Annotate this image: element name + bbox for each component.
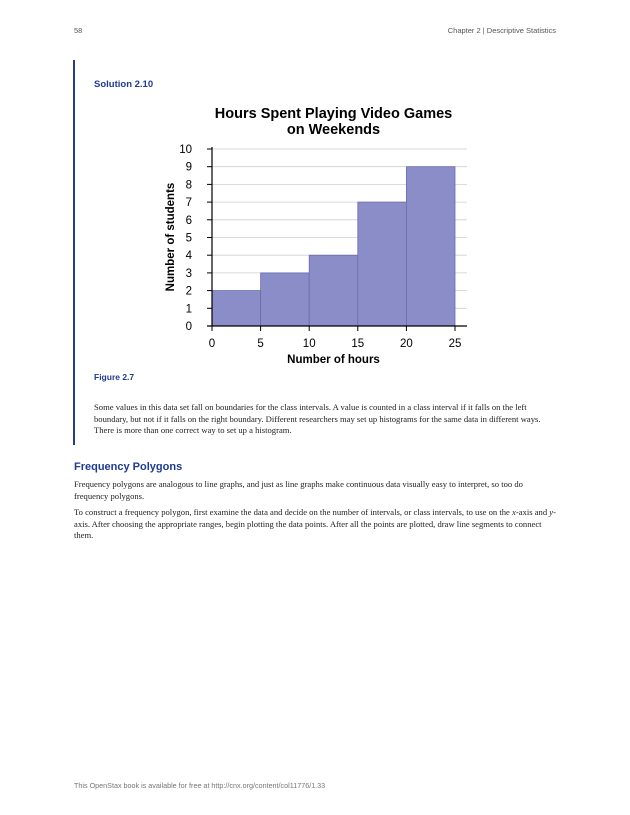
- y-axis-label: Number of students: [165, 182, 177, 292]
- x-axis-label: Number of hours: [287, 354, 380, 366]
- histogram-bar-5-10: [261, 273, 310, 326]
- y-tick-label-7: 7: [185, 197, 192, 210]
- histogram-bar-15-20: [358, 202, 407, 326]
- x-tick-label-15: 15: [351, 338, 365, 350]
- histogram-bar-0-5: [212, 291, 261, 326]
- y-axis-variable: y: [549, 507, 554, 517]
- y-tick-label-6: 6: [185, 214, 192, 227]
- y-tick-label-2: 2: [185, 285, 192, 298]
- x-tick-label-5: 5: [257, 338, 264, 350]
- paragraph-text-a: To construct a frequency polygon, first examine the data and decide on the number of intervals, or class intervals, to use on the: [74, 507, 513, 517]
- x-axis-variable: x: [512, 507, 516, 517]
- x-tick-label-25: 25: [448, 338, 462, 350]
- solution-title: Solution 2.10: [94, 79, 154, 90]
- paragraph-text-c: -axis. After choosing the appropriate ranges, begin plotting the data points. After all the points are plotted, draw line segments to connect them.: [74, 507, 556, 541]
- section-paragraph-1: Frequency polygons are analogous to line graphs, and just as line graphs make continuous data visually easy to interpret, so too do frequency polygons.: [74, 479, 523, 501]
- section-title: Frequency Polygons: [74, 461, 183, 473]
- chart-title-line1: Hours Spent Playing Video Games: [214, 106, 453, 122]
- histogram-bar-10-15: [309, 255, 358, 326]
- section-paragraph-2: [74, 507, 559, 542]
- figure-caption: Figure 2.7: [94, 372, 135, 382]
- y-tick-label-4: 4: [185, 250, 192, 263]
- histogram-chart: [150, 100, 480, 370]
- x-tick-label-20: 20: [400, 338, 413, 350]
- y-tick-label-0: 0: [185, 321, 192, 333]
- solution-sidebar-rule: [73, 60, 75, 445]
- y-tick-label-1: 1: [185, 303, 192, 316]
- page-number: 58: [74, 26, 83, 35]
- solution-paragraph: Some values in this data set fall on boundaries for the class intervals. A value is counted in a class interval if it falls on the left boundary, but not if it falls on the right boundary. Different researchers may set up histograms for the same data in different ways. There is more than one correct way to set up a histogram.: [94, 402, 541, 436]
- chart-title-line2: on Weekends: [286, 122, 381, 138]
- y-tick-label-8: 8: [185, 179, 192, 192]
- histogram-bar-20-25: [406, 167, 455, 326]
- y-tick-label-3: 3: [185, 267, 192, 280]
- footer-text: This OpenStax book is available for free at http://cnx.org/content/col11776/1.33: [74, 781, 326, 790]
- paragraph-text-b: -axis and: [515, 507, 550, 517]
- y-tick-label-5: 5: [185, 232, 192, 245]
- bars: [212, 167, 455, 326]
- y-tick-label-9: 9: [185, 161, 192, 174]
- x-tick-label-10: 10: [302, 338, 316, 350]
- chapter-header: Chapter 2 | Descriptive Statistics: [447, 26, 556, 35]
- x-tick-label-0: 0: [208, 338, 216, 350]
- y-tick-label-10: 10: [179, 144, 192, 156]
